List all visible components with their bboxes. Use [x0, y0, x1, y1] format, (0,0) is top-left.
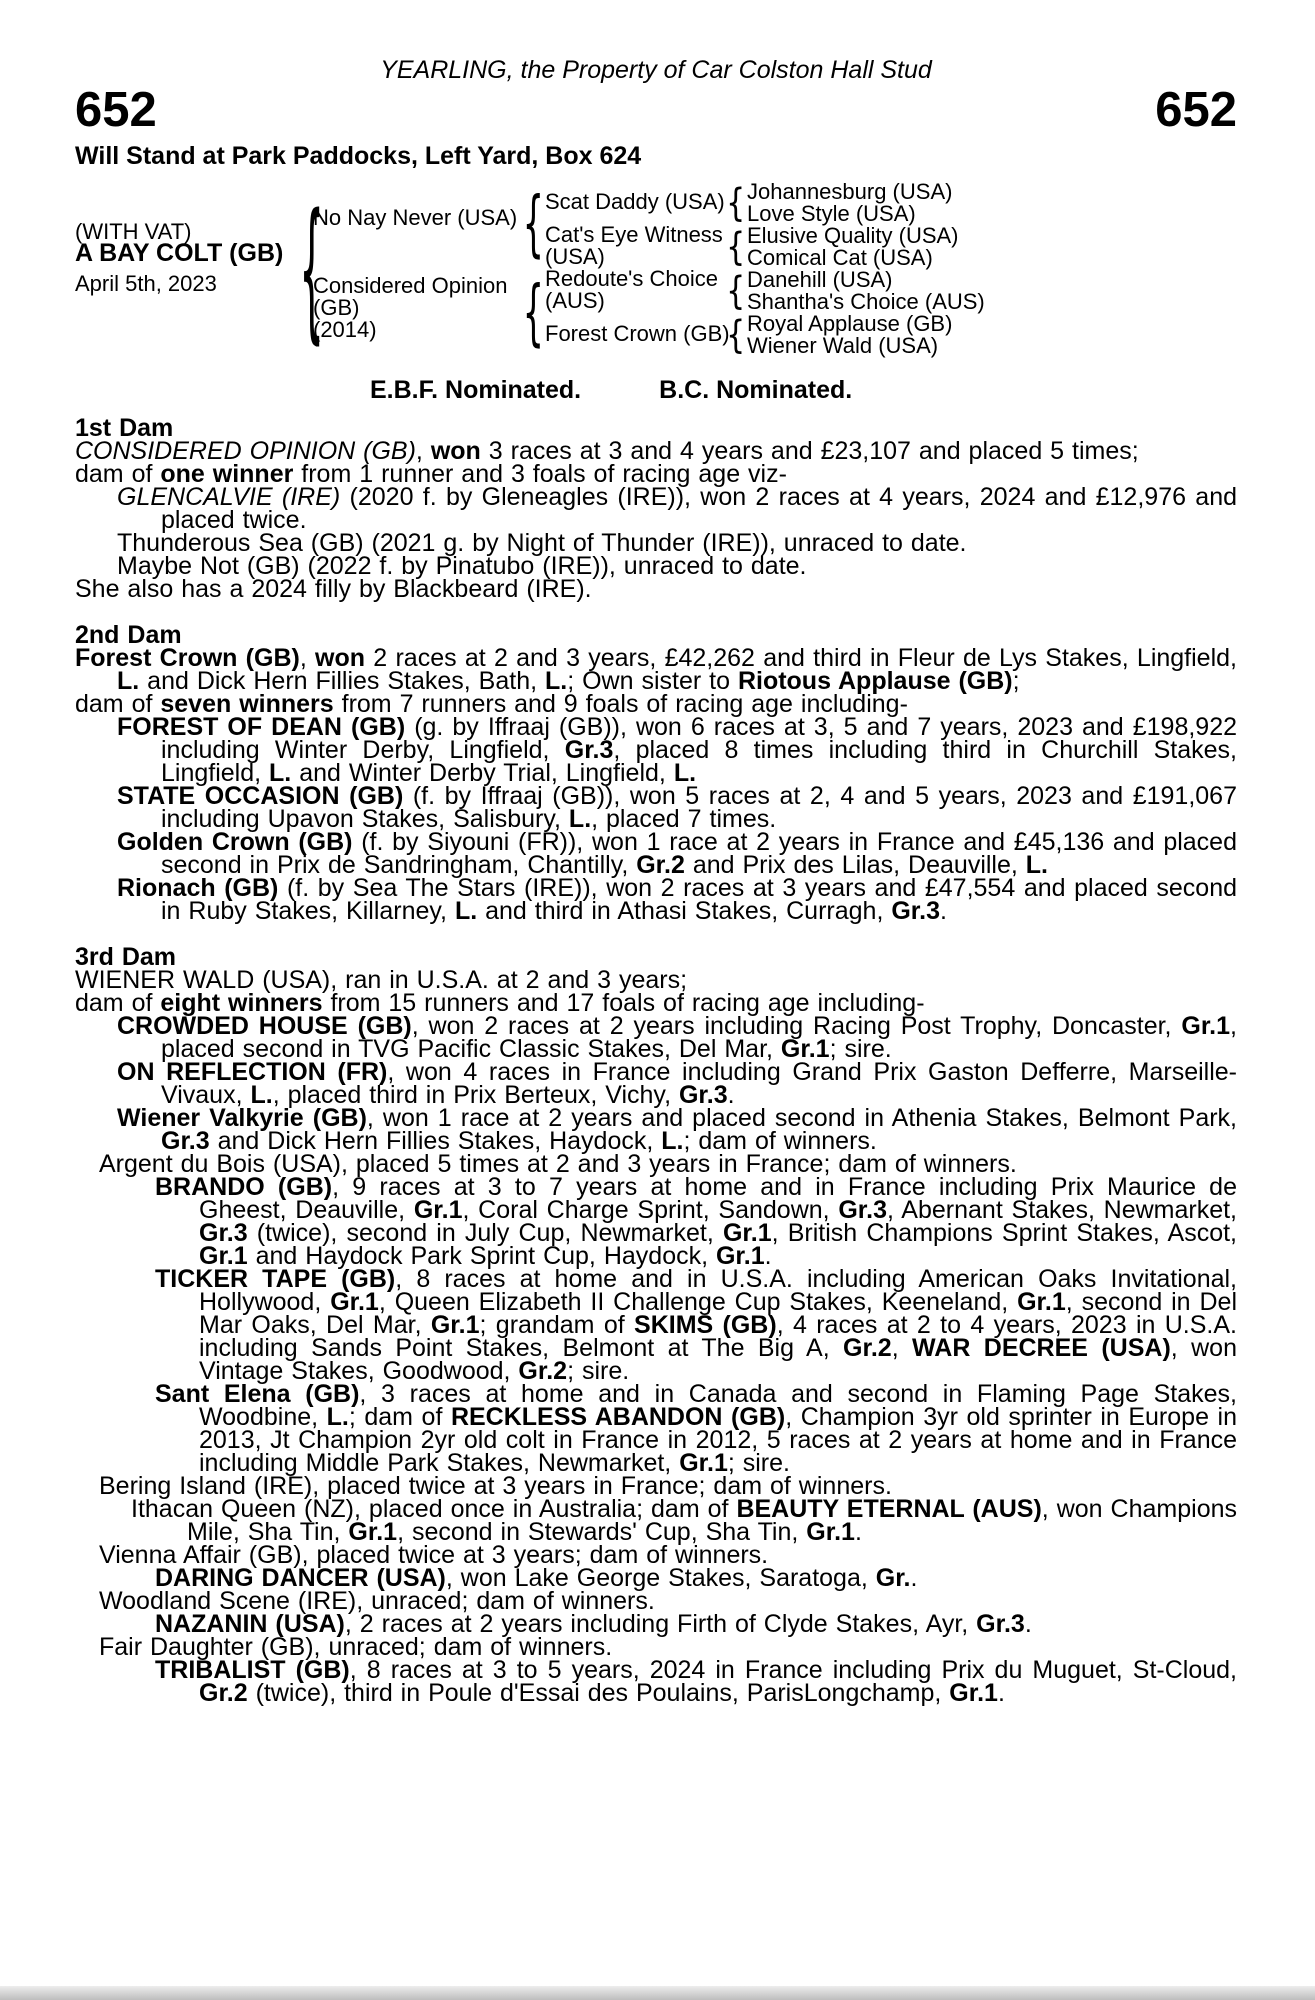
lot-number-right: 652 [1155, 83, 1237, 137]
pedigree-gen3-name: Comical Cat (USA) [747, 245, 933, 270]
nomination-row [75, 377, 1237, 403]
dam-section-heading: 2nd Dam [75, 621, 182, 649]
catalogue-paragraph: Forest Crown (GB), won 2 races at 2 and 3 years, £42,262 and third in Fleur de Lys Stakes, Lingfield, L. and Dick Hern Fillies Stakes, Bath, L.; Own sister to Riotous Applause (GB); [75, 644, 1237, 695]
catalogue-paragraph: CONSIDERED OPINION (GB), won 3 races at 3 and 4 years and £23,107 and placed 5 times; [75, 437, 1139, 465]
catalogue-paragraph: GLENCALVIE (IRE) (2020 f. by Gleneagles (IRE)), won 2 races at 4 years, 2024 and £12,976 and placed twice. [117, 483, 1237, 534]
horse-name: A BAY COLT (GB) [75, 239, 284, 267]
pedigree-gen3-name: Johannesburg (USA) [747, 179, 953, 204]
dam-name: Considered Opinion [313, 273, 508, 298]
catalogue-paragraph: Bering Island (IRE), placed twice at 3 years in France; dam of winners. [99, 1472, 892, 1500]
sire-name: No Nay Never (USA) [313, 205, 518, 230]
grandsire-brace [726, 182, 745, 224]
pedigree-gen2-name: (USA) [545, 244, 605, 269]
catalogue-paragraph: Wiener Valkyrie (GB), won 1 race at 2 years and placed second in Athenia Stakes, Belmont Park, Gr.3 and Dick Hern Fillies Stakes, Haydock, L.; dam of winners. [117, 1104, 1238, 1155]
page-title: YEARLING, the Property of Car Colston Hall Stud [380, 56, 932, 84]
catalogue-paragraph: Argent du Bois (USA), placed 5 times at 2 and 3 years in France; dam of winners. [99, 1150, 1017, 1178]
pedigree-gen3-name: Elusive Quality (USA) [747, 223, 959, 248]
pedigree-gen2-name: Forest Crown (GB) [545, 321, 730, 346]
catalogue-paragraph: dam of one winner from 1 runner and 3 foals of racing age viz- [75, 460, 787, 488]
catalogue-paragraph: Fair Daughter (GB), unraced; dam of winners. [99, 1633, 613, 1661]
dam-year: (2014) [313, 317, 377, 342]
catalogue-paragraph: DARING DANCER (USA), won Lake George Stakes, Saratoga, Gr.. [155, 1564, 918, 1592]
dam-section-heading: 1st Dam [75, 414, 174, 442]
catalogue-paragraph: Golden Crown (GB) (f. by Siyouni (FR)), won 1 race at 2 years in France and £45,136 and placed second in Prix de Sandringham, Chantilly, Gr.2 and Prix des Lilas, Deauville, L. [117, 828, 1237, 879]
catalogue-paragraph: Vienna Affair (GB), placed twice at 3 years; dam of winners. [99, 1541, 769, 1569]
catalogue-paragraph: BRANDO (GB), 9 races at 3 to 7 years at home and in France including Prix Maurice de Gheest, Deauville, Gr.1, Coral Charge Sprint, Sandown, Gr.3, Abernant Stakes, Newmarket, Gr.3 (twice), second in July Cup, Newmarket, Gr.1, British Champions Sprint Stakes, Ascot, Gr.1 and Haydock Park Sprint Cup, Haydock, Gr.1. [155, 1173, 1238, 1270]
catalogue-paragraph: TICKER TAPE (GB), 8 races at home and in U.S.A. including American Oaks Invitational, Hollywood, Gr.1, Queen Elizabeth II Challenge Cup Stakes, Keeneland, Gr.1, second in Del Mar Oaks, Del Mar, Gr.1; grandam of SKIMS (GB), 4 races at 2 to 4 years, 2023 in U.S.A. including Sands Point Stakes, Belmont at The Big A, Gr.2, WAR DECREE (USA), won Vintage Stakes, Goodwood, Gr.2; sire. [155, 1265, 1238, 1385]
catalogue-paragraph: Sant Elena (GB), 3 races at home and in Canada and second in Flaming Page Stakes, Woodbine, L.; dam of RECKLESS ABANDON (GB), Champion 3yr old sprinter in Europe in 2013, Jt Champion 2yr old colt in France in 2012, 5 races at 2 years at home and in France including Middle Park Stakes, Newmarket, Gr.1; sire. [155, 1380, 1237, 1477]
lot-number-left: 652 [75, 83, 157, 137]
catalogue-paragraph: She also has a 2024 filly by Blackbeard (IRE). [75, 575, 592, 603]
dam-brace [523, 272, 544, 355]
catalogue-paragraph: Woodland Scene (IRE), unraced; dam of winners. [99, 1587, 655, 1615]
granddam-brace [726, 226, 745, 268]
vat-note: (WITH VAT) [75, 219, 192, 244]
catalogue-paragraph: TRIBALIST (GB), 8 races at 3 to 5 years, 2024 in France including Prix du Muguet, St-Cloud, Gr.2 (twice), third in Poule d'Essai des Poulains, ParisLongchamp, Gr.1. [155, 1656, 1237, 1707]
catalogue-paragraph: FOREST OF DEAN (GB) (g. by Iffraaj (GB)), won 6 races at 3, 5 and 7 years, 2023 and £198,922 including Winter Derby, Lingfield, Gr.3, placed 8 times including third in Churchill Stakes, Lingfield, L. and Winter Derby Trial, Lingfield, L. [117, 713, 1238, 787]
pedigree-gen3-name: Royal Applause (GB) [747, 311, 953, 336]
dam-sections [75, 414, 1238, 1707]
catalogue-paragraph: NAZANIN (USA), 2 races at 2 years including Firth of Clyde Stakes, Ayr, Gr.3. [155, 1610, 1032, 1638]
catalogue-paragraph: Maybe Not (GB) (2022 f. by Pinatubo (IRE)), unraced to date. [117, 552, 807, 580]
scan-bottom-edge [0, 1986, 1315, 2000]
pedigree-gen3-name: Love Style (USA) [747, 201, 916, 226]
dam-section-heading: 3rd Dam [75, 943, 177, 971]
catalogue-paragraph: Rionach (GB) (f. by Sea The Stars (IRE)), won 2 races at 3 years and £47,554 and placed second in Ruby Stakes, Killarney, L. and third in Athasi Stakes, Curragh, Gr.3. [117, 874, 1237, 925]
pedigree-tree [75, 181, 1237, 361]
sire-brace [523, 183, 544, 266]
pedigree-gen3-name: Shantha's Choice (AUS) [747, 289, 985, 314]
pedigree-gen2-name: Cat's Eye Witness [545, 222, 723, 247]
catalogue-paragraph: dam of eight winners from 15 runners and 17 foals of racing age including- [75, 989, 925, 1017]
pedigree-gen3-name: Danehill (USA) [747, 267, 893, 292]
catalogue-paragraph: Ithacan Queen (NZ), placed once in Australia; dam of BEAUTY ETERNAL (AUS), won Champions Mile, Sha Tin, Gr.1, second in Stewards' Cup, Sha Tin, Gr.1. [131, 1495, 1237, 1546]
stand-location-line: Will Stand at Park Paddocks, Left Yard, Box 624 [75, 142, 642, 170]
pedigree-gen2-name: (AUS) [545, 288, 605, 313]
pedigree-gen3-name: Wiener Wald (USA) [747, 333, 939, 358]
pedigree-gen2-name: Scat Daddy (USA) [545, 189, 725, 214]
catalogue-paragraph: STATE OCCASION (GB) (f. by Iffraaj (GB)), won 5 races at 2, 4 and 5 years, 2023 and £191,067 including Upavon Stakes, Salisbury, L., placed 7 times. [117, 782, 1237, 833]
catalogue-paragraph: CROWDED HOUSE (GB), won 2 races at 2 years including Racing Post Trophy, Doncaster, Gr.1, placed second in TVG Pacific Classic Stakes, Del Mar, Gr.1; sire. [117, 1012, 1237, 1063]
bc-nominated-label: B.C. Nominated. [659, 376, 853, 404]
pedigree-gen2-name: Redoute's Choice [545, 266, 718, 291]
dam-name: (GB) [313, 295, 360, 320]
lot-number-row [75, 83, 1237, 137]
foaling-date: April 5th, 2023 [75, 271, 217, 296]
catalogue-paragraph: ON REFLECTION (FR), won 4 races in France including Grand Prix Gaston Defferre, Marseille-Vivaux, L., placed third in Prix Berteux, Vichy, Gr.3. [117, 1058, 1237, 1109]
catalogue-paragraph: dam of seven winners from 7 runners and 9 foals of racing age including- [75, 690, 908, 718]
ebf-nominated-label: E.B.F. Nominated. [370, 376, 582, 404]
grandsire-brace [726, 270, 745, 312]
catalogue-paragraph: Thunderous Sea (GB) (2021 g. by Night of Thunder (IRE)), unraced to date. [117, 529, 967, 557]
catalogue-paragraph: WIENER WALD (USA), ran in U.S.A. at 2 and 3 years; [75, 966, 688, 994]
